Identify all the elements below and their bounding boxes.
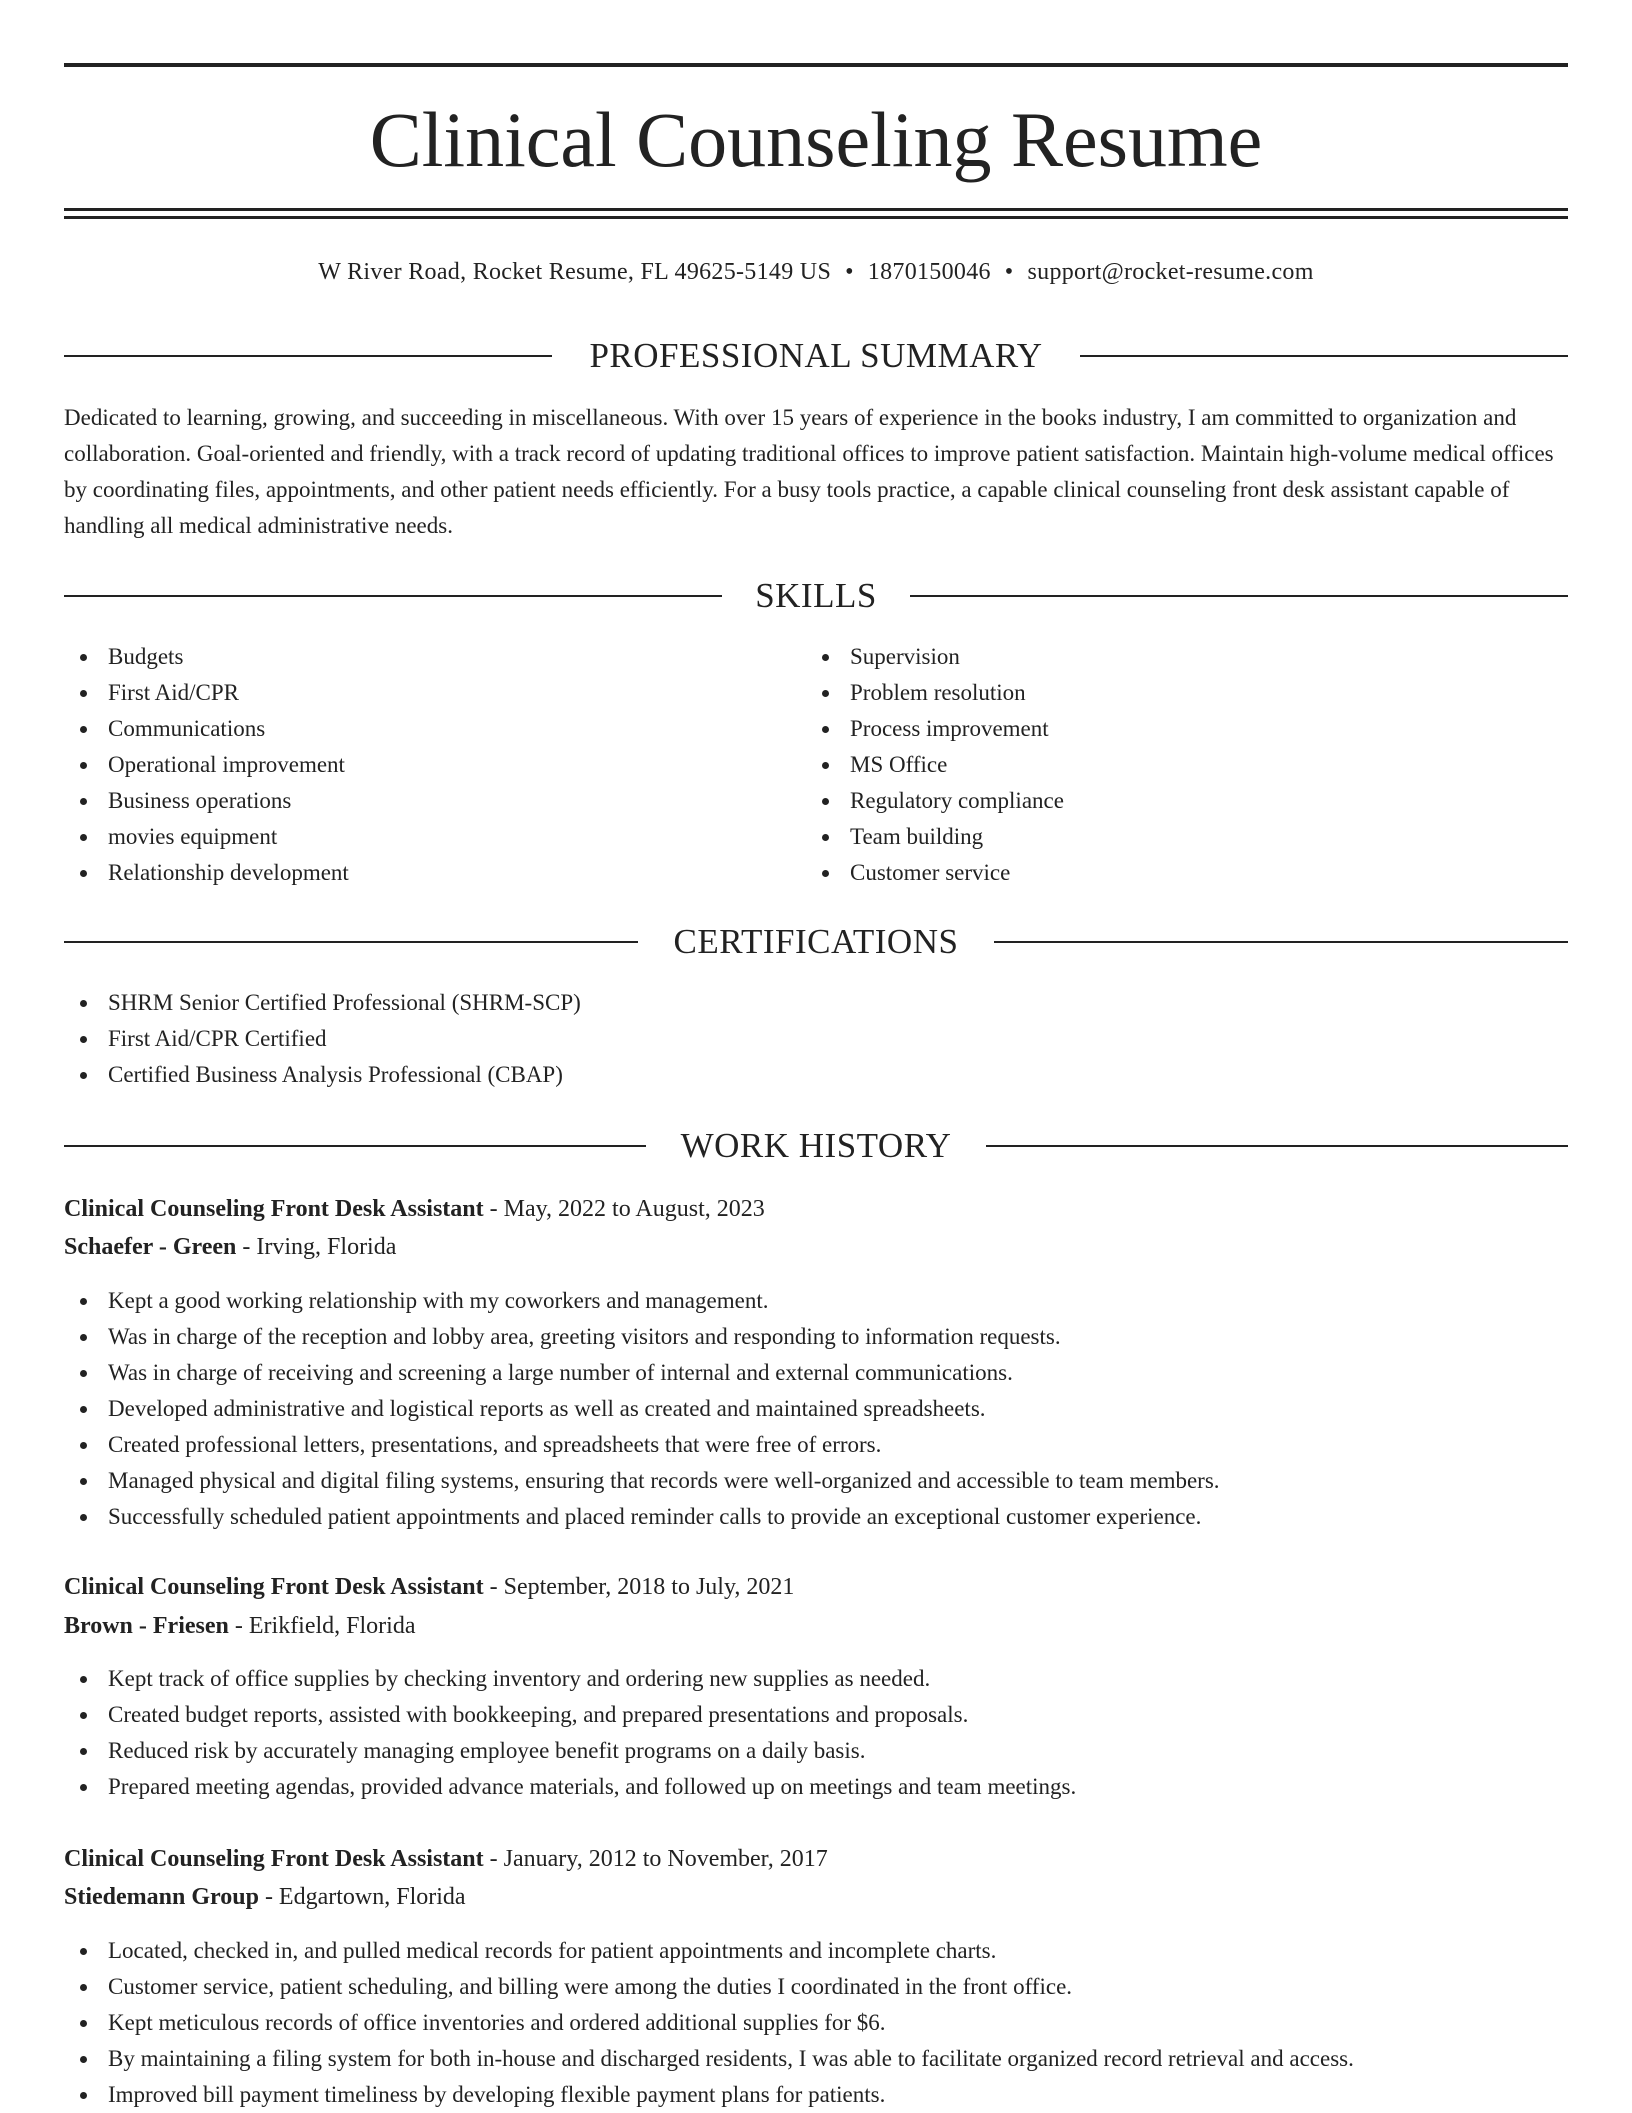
job-bullet: Created professional letters, presentations, and spreadsheets that were free of errors. xyxy=(64,1427,1568,1463)
job-bullet: Reduced risk by accurately managing employee benefit programs on a daily basis. xyxy=(64,1733,1568,1769)
job-location: - Irving, Florida xyxy=(236,1234,397,1260)
job-bullets xyxy=(64,1661,1568,1805)
contact-separator: • xyxy=(1004,259,1014,285)
job-bullet: By maintaining a filing system for both in-house and discharged residents, I was able to facilitate organized record retrieval and access. xyxy=(64,2041,1568,2077)
summary-paragraph: Dedicated to learning, growing, and succeeding in miscellaneous. With over 15 years of experience in the books industry, I am committed to organization and collaboration. Goal-oriented and friendly, with a track record of updating traditional offices to improve patient satisfaction. Maintain high-volume medical offices by coordinating files, appointments, and other patient needs efficiently. For a busy tools practice, a capable clinical counseling front desk assistant capable of handling all medical administrative needs. xyxy=(64,405,1554,538)
job-dates: - January, 2012 to November, 2017 xyxy=(483,1846,828,1872)
job-title-line xyxy=(64,1568,1568,1606)
job-bullet: Prepared meeting agendas, provided advance materials, and followed up on meetings and team meetings. xyxy=(64,1769,1568,1805)
job-bullet: Customer service, patient scheduling, and billing were among the duties I coordinated in the front office. xyxy=(64,1969,1568,2005)
job-location: - Erikfield, Florida xyxy=(228,1613,416,1639)
job-title-line xyxy=(64,1840,1568,1878)
skill-item: Team building xyxy=(806,819,1506,855)
job-company-line xyxy=(64,1878,1568,1916)
top-rule xyxy=(64,63,1568,67)
skill-item: Communications xyxy=(64,711,764,747)
skill-item: Operational improvement xyxy=(64,747,764,783)
job-bullet: Kept a good working relationship with my coworkers and management. xyxy=(64,1283,1568,1319)
contact-phone: 1870150046 xyxy=(867,259,991,285)
job-bullets xyxy=(64,1283,1568,1535)
section-title: PROFESSIONAL SUMMARY xyxy=(589,336,1043,375)
job-bullet: Was in charge of the reception and lobby area, greeting visitors and responding to information requests. xyxy=(64,1319,1568,1355)
section-heading-work-history xyxy=(64,1123,1568,1169)
certification-item: Certified Business Analysis Professional (CBAP) xyxy=(64,1057,1568,1093)
job-bullet: Kept meticulous records of office inventories and ordered additional supplies for $6. xyxy=(64,2005,1568,2041)
skill-item: First Aid/CPR xyxy=(64,675,764,711)
certifications-list xyxy=(64,985,1568,1093)
job-title-line xyxy=(64,1190,1568,1228)
job-bullet: Kept track of office supplies by checking inventory and ordering new supplies as needed. xyxy=(64,1661,1568,1697)
resume-title: Clinical Counseling Resume xyxy=(369,96,1263,183)
skill-item: Relationship development xyxy=(64,855,764,891)
skill-item: Process improvement xyxy=(806,711,1506,747)
section-heading-summary xyxy=(64,333,1568,379)
job-location: - Edgartown, Florida xyxy=(258,1884,466,1910)
skills-list-right xyxy=(806,639,1506,891)
skill-item: movies equipment xyxy=(64,819,764,855)
contact-email: support@rocket-resume.com xyxy=(1027,259,1314,285)
job-company: Stiedemann Group xyxy=(64,1884,259,1910)
job-bullet: Created budget reports, assisted with bookkeeping, and prepared presentations and proposals. xyxy=(64,1697,1568,1733)
skill-item: Budgets xyxy=(64,639,764,675)
job-bullet: Improved bill payment timeliness by developing flexible payment plans for patients. xyxy=(64,2077,1568,2113)
contact-separator: • xyxy=(845,259,854,285)
skill-item: MS Office xyxy=(806,747,1506,783)
job-dates: - September, 2018 to July, 2021 xyxy=(483,1574,795,1600)
skills-list-left xyxy=(64,639,764,891)
job-title: Clinical Counseling Front Desk Assistant xyxy=(64,1196,484,1222)
section-title: SKILLS xyxy=(755,576,877,615)
job-bullet: Managed physical and digital filing systems, ensuring that records were well-organized and accessible to team members. xyxy=(64,1463,1568,1499)
title-rule-lower xyxy=(64,216,1568,219)
contact-address: W River Road, Rocket Resume, FL 49625-5149 US xyxy=(318,259,832,285)
section-heading-certifications xyxy=(64,919,1568,965)
job-company: Schaefer - Green xyxy=(64,1234,237,1260)
section-heading-skills xyxy=(64,573,1568,619)
certification-item: First Aid/CPR Certified xyxy=(64,1021,1568,1057)
section-title: WORK HISTORY xyxy=(680,1126,952,1165)
skill-item: Problem resolution xyxy=(806,675,1506,711)
job-dates: - May, 2022 to August, 2023 xyxy=(483,1196,765,1222)
skill-item: Business operations xyxy=(64,783,764,819)
job-title: Clinical Counseling Front Desk Assistant xyxy=(64,1846,484,1872)
job-company-line xyxy=(64,1607,1568,1645)
skill-item: Customer service xyxy=(806,855,1506,891)
job-company-line xyxy=(64,1228,1568,1266)
certification-item: SHRM Senior Certified Professional (SHRM-SCP) xyxy=(64,985,1568,1021)
skill-item: Supervision xyxy=(806,639,1506,675)
job-bullet: Located, checked in, and pulled medical records for patient appointments and incomplete charts. xyxy=(64,1933,1568,1969)
job-bullet: Developed administrative and logistical reports as well as created and maintained spreadsheets. xyxy=(64,1391,1568,1427)
job-bullet: Was in charge of receiving and screening a large number of internal and external communications. xyxy=(64,1355,1568,1391)
title-rule-upper xyxy=(64,208,1568,211)
job-bullets xyxy=(64,1933,1568,2113)
contact-line xyxy=(64,252,1568,292)
job-bullet: Successfully scheduled patient appointments and placed reminder calls to provide an exceptional customer experience. xyxy=(64,1499,1568,1535)
job-title: Clinical Counseling Front Desk Assistant xyxy=(64,1574,484,1600)
job-company: Brown - Friesen xyxy=(64,1613,229,1639)
section-title: CERTIFICATIONS xyxy=(673,922,959,961)
skill-item: Regulatory compliance xyxy=(806,783,1506,819)
